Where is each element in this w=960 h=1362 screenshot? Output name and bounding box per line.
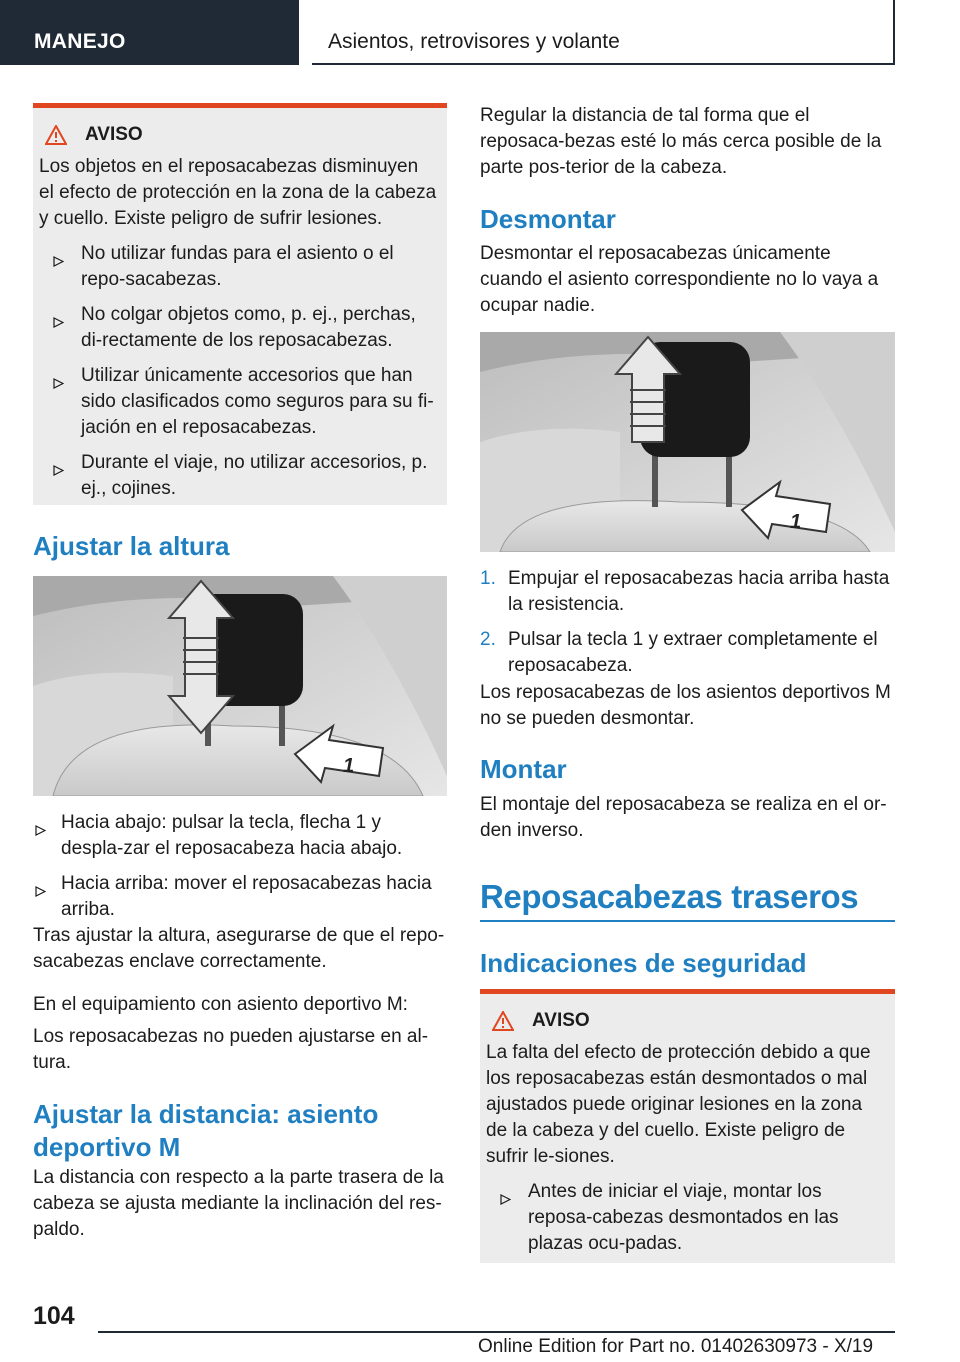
warning-box-rear — [480, 989, 895, 1263]
warning-item-text: No utilizar fundas para el asiento o el repo-sacabezas. — [81, 243, 394, 290]
warning-title-text: AVISO — [532, 1010, 590, 1031]
warning-item — [39, 363, 437, 441]
section-tab — [0, 0, 299, 65]
rear-headrests-title: Reposacabezas traseros — [480, 878, 859, 915]
chapter-title: Asientos, retrovisores y volante — [328, 30, 620, 53]
warning-triangle-icon — [492, 1011, 514, 1031]
warning-box-front — [33, 103, 447, 505]
step-text: Pulsar la tecla 1 y extraer completamente el reposacabeza. — [508, 629, 878, 676]
step-item — [480, 627, 895, 679]
warning-title-text: AVISO — [85, 124, 143, 145]
warning-item — [39, 241, 437, 293]
step-item — [480, 566, 895, 618]
height-item-text: Hacia arriba: mover el reposacabezas hacia arriba. — [61, 873, 432, 920]
warning-item-text: No colgar objetos como, p. ej., perchas, di-rectamente de los reposacabezas. — [81, 304, 416, 351]
height-item — [33, 871, 447, 923]
distance-section-title: Ajustar la distancia: asiento deportivo M — [33, 1099, 379, 1162]
height-paragraph: En el equipamiento con asiento deportivo M: — [33, 994, 408, 1015]
warning-item-text: Antes de iniciar el viaje, montar los reposa-cabezas desmontados en las plazas ocu-padas. — [528, 1181, 839, 1254]
remove-section-title: Desmontar — [480, 204, 616, 234]
height-list — [33, 810, 447, 923]
height-item — [33, 810, 447, 862]
bullet-triangle-icon — [35, 879, 46, 905]
warning-item-text: Utilizar únicamente accesorios que han sido clasificados como seguros para su fi-jación en el reposacabezas. — [81, 365, 434, 438]
headrest-removal-figure — [480, 332, 895, 552]
mount-paragraph: El montaje del reposacabeza se realiza en el or-den inverso. — [480, 794, 887, 841]
height-item-text: Hacia abajo: pulsar la tecla, flecha 1 y despla-zar el reposacabeza hacia abajo. — [61, 812, 403, 859]
height-section-title: Ajustar la altura — [33, 531, 230, 561]
safety-section-title: Indicaciones de seguridad — [480, 948, 807, 978]
warning-text: Los objetos en el reposacabezas disminuyen el efecto de protección en la zona de la cabeza y cuello. Existe peligro de sufrir lesiones. — [39, 156, 437, 229]
mount-section-title: Montar — [480, 754, 567, 784]
figure-label: 1 — [790, 511, 802, 533]
bullet-triangle-icon — [53, 371, 64, 397]
title-underline — [480, 920, 895, 922]
remove-steps — [480, 566, 895, 679]
bullet-triangle-icon — [53, 458, 64, 484]
height-paragraph: Los reposacabezas no pueden ajustarse en al-tura. — [33, 1026, 429, 1073]
footer-rule — [98, 1331, 895, 1333]
warning-title — [492, 1010, 885, 1032]
bullet-triangle-icon — [53, 249, 64, 275]
warning-item — [486, 1179, 885, 1257]
bullet-triangle-icon — [53, 310, 64, 336]
remove-note: Los reposacabezas de los asientos deportivos M no se pueden desmontar. — [480, 682, 891, 729]
height-paragraph: Tras ajustar la altura, asegurarse de que el repo-sacabezas enclave correctamente. — [33, 925, 445, 972]
figure-label: 1 — [343, 755, 355, 777]
warning-text: La falta del efecto de protección debido a que los reposacabezas están desmontados o mal ajustados puede originar lesiones en la zona de la cabeza y del cuello. Existe peligro de sufrir le-siones. — [486, 1042, 871, 1167]
warning-item-text: Durante el viaje, no utilizar accesorios, p. ej., cojines. — [81, 452, 428, 499]
distance-paragraph: La distancia con respecto a la parte trasera de la cabeza se ajusta mediante la inclinación del res-paldo. — [33, 1167, 444, 1240]
warning-item — [39, 450, 437, 502]
bullet-triangle-icon — [35, 818, 46, 844]
step-number: 2. — [480, 629, 496, 650]
page-number: 104 — [33, 1302, 75, 1330]
distance-intro-paragraph: Regular la distancia de tal forma que el reposaca-bezas esté lo más cerca posible de la parte pos-terior de la cabeza. — [480, 105, 882, 178]
bullet-triangle-icon — [500, 1187, 511, 1213]
step-text: Empujar el reposacabezas hacia arriba hasta la resistencia. — [508, 568, 890, 615]
remove-paragraph: Desmontar el reposacabezas únicamente cuando el asiento correspondiente no lo vaya a ocupar nadie. — [480, 243, 879, 316]
warning-item — [39, 302, 437, 354]
warning-title — [45, 124, 437, 146]
step-number: 1. — [480, 568, 496, 589]
section-title: MANEJO — [34, 30, 126, 53]
header-separator — [299, 0, 312, 65]
edition-note: Online Edition for Part no. 01402630973 - X/19 — [478, 1336, 874, 1357]
chapter-header — [312, 0, 895, 65]
headrest-height-figure — [33, 576, 447, 796]
warning-triangle-icon — [45, 125, 67, 145]
